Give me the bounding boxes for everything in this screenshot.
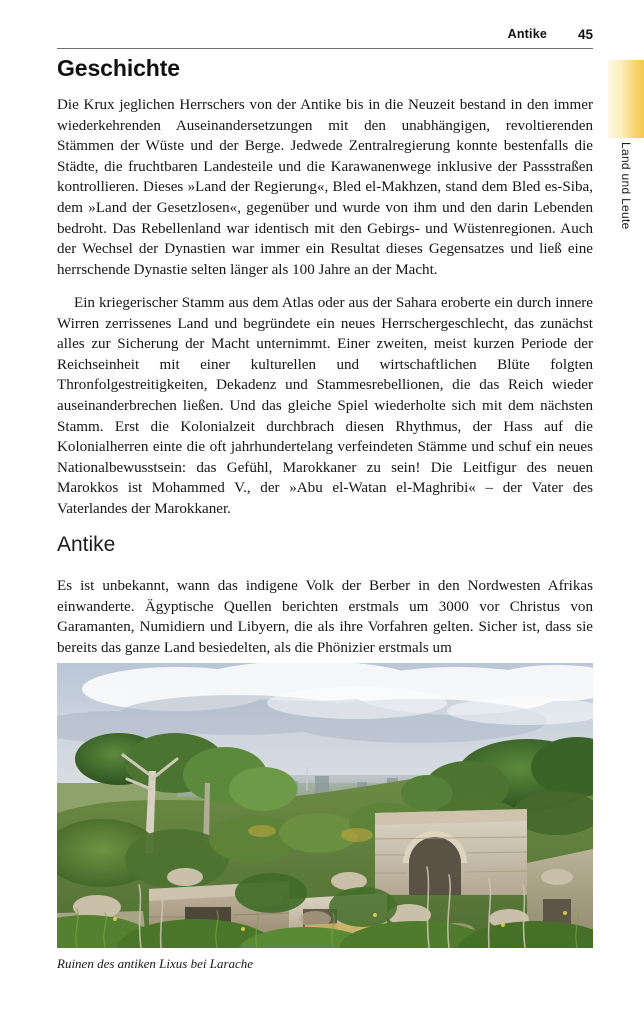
thumb-tab-label-text: Land und Leute [619, 142, 633, 230]
running-head [57, 27, 593, 49]
heading-geschichte: Geschichte [57, 55, 180, 81]
running-head-section: Antike [507, 27, 547, 41]
thumb-tab-swatch [608, 60, 644, 138]
header-rule-line [57, 48, 593, 49]
paragraph-history-2: Ein kriegerischer Stamm aus dem Atlas oder aus der Sahara eroberte ein durch innere Wirren zerrissenes Land und begründete ein neues Herrschergeschlecht, das zunächst alles zur Sicherung der Macht unternimmt. Einer zweiten, meist kurzen Periode der Reichseinheit mit einer kulturellen und wirtschaftlichen Blüte folgten Thronfolgestreitigkeiten, Dekadenz und Stammesrebellionen, die das Reich wieder auseinanderbrechen ließen. Und das gleiche Spiel wiederholte sich mit dem nächsten Stamm. Erst die Kolonialzeit durchbrach diesen Rhythmus, der Hass auf die Kolonialherren einte die oft jahrhundertelang verfeindeten Stämme und schuf ein neues Nationalbewusstsein: das Gefühl, Marokkaner zu sein! Die Leitfigur des neuen Marokkos ist Mohammed V., der »Abu el-Watan el-Maghribi« – der Vater des Vaterlandes der Marokkaner. [57, 295, 593, 517]
figure-photo-lixus-ruins [57, 663, 593, 948]
thumb-tab-label [608, 138, 644, 268]
heading-antike: Antike [57, 533, 116, 556]
paragraph-history-1: Die Krux jeglichen Herrschers von der Antike bis in die Neuzeit bestand in den immer wiederkehrenden Auseinandersetzungen mit den unabhängigen, revoltierenden Stämmen der Wüste und der Berge. Jedwede Zentralregierung konnte bestenfalls die Städte, die fruchtbaren Landesteile und die Karawanenwege inklusive der Passstraßen kontrollieren. Dieses »Land der Regierung«, Bled el-Makhzen, stand dem Bled es-Siba, dem »Land der Gesetzlosen«, gegenüber und wurde von ihm und den darin Lebenden bedroht. Das Rebellenland war identisch mit den Gebirgs- und Wüstenregionen. Auch der Wechsel der Dynastien war immer ein Resultat dieses Gegensatzes und ließ eine herrschende Dynastie selten länger als 100 Jahre an der Macht. [57, 97, 593, 278]
page-number: 45 [577, 27, 593, 42]
figure-caption: Ruinen des antiken Lixus bei Larache [57, 956, 254, 971]
paragraph-antike-1: Es ist unbekannt, wann das indigene Volk der Berber in den Nordwesten Afrikas einwanderte. Ägyptische Quellen berichten erstmals um 3000 vor Christus von Garamanten, Numidiern und Libyern, die als ihre Vorfahren gelten. Sicher ist, dass sie bereits das ganze Land besiedelten, als die Phönizier erstmals um [57, 578, 593, 656]
